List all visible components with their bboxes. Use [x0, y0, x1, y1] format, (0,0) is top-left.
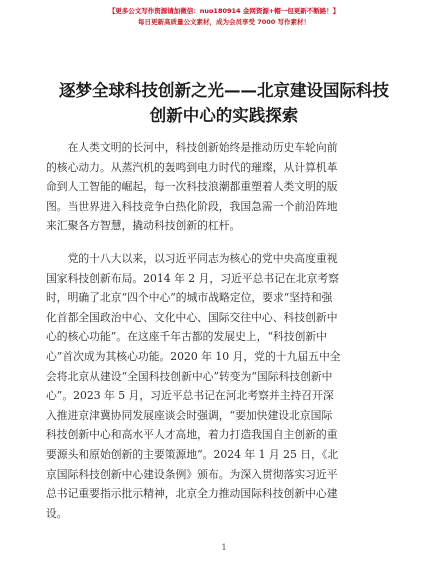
paragraph-line: 入推进京津冀协同发展座谈会时强调，“要加快建设北京国际 [46, 408, 333, 422]
banner-line-1: 【更多公文写作资源请加微信：nuo180914 金网资源+帽一包更新不断路！】 [108, 7, 340, 15]
paragraph-2 [46, 249, 406, 523]
paragraph-1 [46, 138, 406, 236]
header-banner [0, 6, 448, 28]
paragraph-line: 要源头和原始创新的主要策源地”。2024 年 1 月 25 日，《北 [46, 447, 339, 461]
paragraph-line: 心”。2023 年 5 月，习近平总书记在河北考察并主持召开深 [46, 389, 334, 403]
paragraph-line: 科技创新中心和高水平人才高地，着力打造我国自主创新的重 [46, 428, 338, 442]
paragraph-line: 时，明确了北京“四个中心”的城市战略定位，要求“坚持和强 [46, 291, 333, 305]
title-line-1: 逐梦全球科技创新之光——北京建设国际科技 [59, 81, 389, 100]
document-title [40, 78, 408, 128]
paragraph-line: 设。 [46, 506, 68, 520]
paragraph-line: 命到人工智能的崛起，每一次科技浪潮都重塑着人类文明的版 [46, 180, 338, 194]
paragraph-line: 党的十八大以来，以习近平同志为核心的党中央高度重视 [67, 251, 338, 265]
paragraph-line: 来汇聚各方智慧，撬动科技创新的杠杆。 [46, 219, 241, 233]
paragraph-line: 化首都全国政治中心、文化中心、国际交往中心、科技创新中 [46, 310, 338, 324]
paragraph-line: 总书记重要指示批示精神，北京全力推动国际科技创新中心建 [46, 487, 338, 501]
title-line-2: 创新中心的实践探索 [149, 106, 299, 125]
paragraph-line: 京国际科技创新中心建设条例》颁布。为深入贯彻落实习近平 [46, 467, 338, 481]
banner-line-2: 每日更新高质量公文素材，成为会员享受 7000 写作素材！ [137, 18, 311, 26]
paragraph-line: 图。当世界进入科技竞争白热化阶段，我国急需一个前沿阵地 [46, 199, 338, 213]
paragraph-line: 国家科技创新布局。2014 年 2 月，习近平总书记在北京考察 [46, 271, 339, 285]
page-number: 1 [221, 543, 227, 552]
paragraph-line: 会将北京从建设“全国科技创新中心”转变为“国际科技创新中 [46, 369, 333, 383]
paragraph-line: 的核心动力。从蒸汽机的轰鸣到电力时代的璀璨，从计算机革 [46, 160, 338, 174]
paragraph-line: 心”首次成为其核心功能。2020 年 10 月，党的十九届五中全 [46, 349, 341, 363]
paragraph-line: 在人类文明的长河中，科技创新始终是推动历史车轮向前 [67, 141, 338, 154]
paragraph-line: 心的核心功能”。在这座千年古都的发展史上，“科技创新中 [46, 330, 327, 344]
document-body [46, 138, 406, 536]
